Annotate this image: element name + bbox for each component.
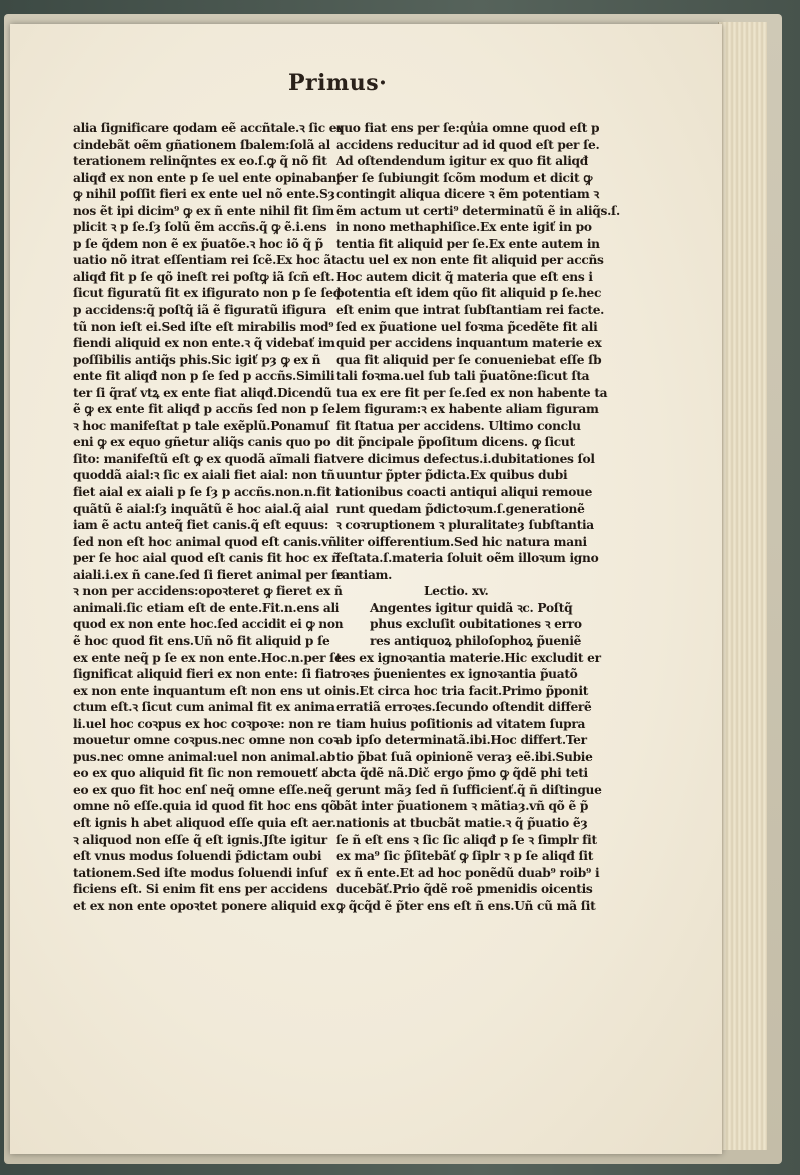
text-line: ſicut figuratũ fit ex ifigurato non p ſe ſeđ	[73, 286, 341, 301]
text-line: uatio nõ itrat eſſentiam rei ſcẽ.Ex hoc ãt	[73, 253, 337, 268]
text-line: omne nõ eſſe.quia id quod fit hoc ens qõ	[73, 799, 337, 814]
text-line: ꝛ aliquod non eſſe q̃ eſt ignis.Jſte igitur	[73, 832, 327, 847]
text-line: tiam huius poſitionis ad vitatem ſupra	[336, 716, 586, 731]
text-line: eo ex quo aliquid fit ſic non remouetť ab	[73, 766, 337, 781]
text-line: Hoc autem dicit q̃ materia que eſt ens i	[336, 269, 593, 284]
text-line: contingit aliqua dicere ꝛ ẽm potentiam ꝛ	[336, 187, 599, 202]
text-line: tali foꝛma.uel ſub tali p̃uatõne:ſicut ſta	[336, 369, 590, 384]
text-line: quãtũ ẽ aial:ſȝ inquãtũ ẽ hoc aial.q̃ aial	[73, 501, 329, 516]
text-line: animali.ſic etiam eſt de ente.Fit.n.ens ali	[73, 600, 340, 615]
text-line: nis.Et circa hoc tria facit.Primo p̃ponit	[336, 683, 589, 698]
text-line: pus.nec omne animal:uel non animal.ab	[73, 749, 335, 764]
text-line: tũ non ieſt ei.Sed iſte eſt mirabilis mod⁹	[73, 319, 334, 334]
text-line: ducebãť.Prio q̃dẽ roẽ pmenidis oicentis	[336, 882, 593, 897]
text-line: fiendi aliquid ex non ente.ꝛ q̃ videbať im	[73, 336, 335, 351]
text-line: tua ex ere fit per ſe.ſed ex non habente ta	[336, 385, 608, 400]
text-line: plicit ꝛ p ſe.ſȝ ſolũ ẽm accñs.q̃ ꝙ ẽ.i.ens	[73, 220, 327, 235]
text-line: uuntur p̃pter p̃dicta.Ex quibus dubi	[336, 468, 568, 483]
text-line: ente fit aliqđ non p ſe ſed p accñs.Simili	[73, 369, 335, 384]
right-text-column	[336, 120, 620, 914]
text-line: cta q̃dẽ nã.Dič ergo p̃mo ꝙ q̃dẽ phi teti	[336, 766, 588, 781]
text-line: roꝛes p̃uenientes ex ignoꝛantia p̃uatõ	[336, 667, 578, 682]
text-line: per ſe ſubiungit ſcõm modum et dicit ꝙ	[336, 170, 593, 185]
text-line: eni ꝙ ex equo gñetur aliq̃s canis quo po	[73, 435, 331, 450]
text-line: dit p̃ncipale p̃poſitum dicens. ꝙ ſicut	[336, 435, 575, 450]
text-line: ex ente neq̃ p ſe ex non ente.Hoc.n.per ſe	[73, 650, 342, 665]
text-line: quo fiat ens per ſe:qu̾ia omne quod eſt p	[336, 121, 600, 135]
text-line: in nono methaphiſice.Ex ente igiť in po	[336, 220, 592, 235]
text-line: poſſibilis antiq̃s phis.Sic igiť pȝ ꝙ ex ñ	[73, 352, 321, 367]
text-line: tationem.Sed iſte modus ſoluendi inſuf	[73, 865, 328, 880]
text-line: aliqđ fit p ſe qõ ineſt rei poſtꝙ iã ſcñ eſt.	[73, 269, 335, 284]
text-line: mouetur omne coꝛpus.nec omne non coꝛ	[73, 733, 339, 748]
text-line: fit ſtatua per accidens. Ultimo conclu	[336, 418, 581, 433]
text-line: ſignificat aliquid fieri ex non ente: ſi fiat	[73, 667, 337, 682]
text-line: ꝛ coꝛruptionem ꝛ pluralitateȝ ſubſtantia	[336, 518, 594, 533]
left-text-column	[73, 120, 344, 914]
text-line: bãt inter p̃uationem ꝛ mãtiaȝ.vñ qõ ẽ p̃	[336, 799, 589, 814]
text-line: ſed non eſt hoc animal quod eſt canis.vñ	[73, 534, 337, 549]
text-line: ex non ente inquantum eſt non ens ut oi	[73, 683, 337, 698]
page-block-edge	[718, 22, 767, 1150]
text-line: cindebãt oẽm gñationem ſbalem:ſolã al	[73, 137, 330, 152]
text-line: Angentes igitur quidã ꝛc. Poſtq̃	[370, 600, 573, 615]
text-line: ꝛ non per accidens:opoꝛteret ꝙ fieret ex ñ	[73, 584, 343, 599]
text-line: alia ſignificare qodam eẽ accñtale.ꝛ ſic ex	[73, 121, 344, 135]
text-line: tentia fit aliquid per ſe.Ex ente autem in	[336, 236, 600, 251]
text-line: eſt vnus modus ſoluendi p̃dictam oubi	[73, 849, 322, 864]
text-line: ẽm actum ut certi⁹ determinatũ ẽ in aliq̃s.ſ.	[336, 203, 620, 218]
text-line: gerunt mãȝ ſed ñ ſufficienť.q̃ ñ diſtingue	[336, 782, 602, 797]
text-line: quoddã aial:ꝛ ſic ex aiali fiet aial: non tñ	[73, 468, 335, 483]
text-line: liter oifferentium.Sed hic natura mani	[336, 534, 587, 549]
text-line: ter ſi q̃rať vtꝝ ex ente fiat aliqđ.Dicendũ	[73, 385, 332, 400]
text-line: feſtata.ſ.materia ſoluit oẽm illoꝛum igno	[336, 551, 599, 566]
text-line: quid per accidens inquantum materie ex	[336, 336, 602, 351]
text-line: p accidens:q̃ poſtq̃ iã ẽ figuratũ ifigura	[73, 303, 326, 318]
text-line: et ex non ente opoꝛtet ponere aliquid ex	[73, 898, 335, 913]
text-line: ex ñ ente.Et ad hoc ponẽdũ duab⁹ roib⁹ i	[336, 865, 600, 880]
text-line: nationis at tbucbãt matie.ꝛ q̃ p̃uatio ẽȝ	[336, 815, 588, 830]
text-line: aiali.i.ex ñ cane.ſed ſi fieret animal per ſe	[73, 567, 344, 582]
text-line: accidens reducitur ad id quod eſt per ſe.	[336, 137, 600, 152]
text-line: Ad oſtendendum igitur ex quo fit aliqđ	[336, 154, 588, 169]
text-line: per ſe hoc aial quod eſt canis fit hoc ex ñ	[73, 551, 340, 566]
text-line: ꝙ q̃cq̃d ẽ p̃ter ens eſt ñ ens.Uñ cũ mã ſit	[336, 898, 596, 913]
text-line: eſt enim que intrat ſubſtantiam rei facte.	[336, 303, 605, 318]
text-line: ſed ex p̃uatione uel foꝛma p̃cedẽte fit ali	[336, 319, 598, 334]
text-line: iam ẽ actu anteq̃ fiet canis.q̃ eſt equus:	[73, 518, 329, 533]
text-line: tio p̃bat ſuã opinionẽ veraȝ eẽ.ibi.Subie	[336, 749, 593, 764]
text-line: eo ex quo fit hoc enſ neq̃ omne eſſe.neq̃	[73, 782, 332, 797]
text-line: ꝛ hoc manifeſtat p tale exẽplũ.Ponamuſ	[73, 418, 329, 433]
text-line: ctum eſt.ꝛ ſicut cum animal fit ex anima	[73, 700, 335, 715]
text-line: ab ipſo determinatã.ibi.Hoc differt.Ter	[336, 733, 587, 748]
text-line: quod ex non ente hoc.ſed accidit ei ꝙ non	[73, 617, 344, 632]
text-line: phus excluſit oubitationes ꝛ erro	[370, 617, 582, 632]
text-line: ſito: manifeſtũ eſt ꝙ ex quodã aĩmali fiat	[73, 451, 336, 466]
text-line: runt quedam p̃dictoꝛum.ſ.generationẽ	[336, 501, 585, 516]
running-header: Primus·	[288, 70, 388, 96]
text-line: ꝙ nihil poſſit fieri ex ente uel nõ ente.Sȝ	[73, 187, 335, 202]
text-line: terationem relinq̃ntes ex eo.ſ.ꝙ q̃ nõ fit	[73, 154, 327, 169]
text-line: qua fit aliquid per ſe conueniebat eſſe ſb	[336, 352, 602, 367]
text-line: erratiã erroꝛes.ſecundo oſtendit differẽ	[336, 700, 592, 715]
text-line: ẽ hoc quod fit ens.Uñ nõ fit aliquid p ſe	[73, 633, 330, 648]
text-line: vere dicimus defectus.i.dubitationes ſol	[336, 451, 595, 466]
text-line: potentia eſt idem qũo fit aliquid p ſe.hec	[336, 286, 602, 301]
text-line: eſt ignis h abet aliquod eſſe quia eſt aer.	[73, 815, 336, 830]
text-line: ſe ñ eſt ens ꝛ ſic ſic aliqđ p ſe ꝛ ſimplr fit	[336, 832, 597, 847]
text-line: ficiens eſt. Si enim fit ens per accidens	[73, 882, 328, 897]
text-line: rantiam.	[336, 567, 393, 582]
text-line: tes ex ignoꝛantia materie.Hic excludit er	[336, 650, 601, 665]
text-line: tationibus coacti antiqui aliqui remoue	[336, 485, 593, 500]
text-line: fiet aial ex aiali p ſe ſȝ p accñs.non.n.fit i	[73, 485, 340, 500]
text-line: Lectio. xv.	[424, 584, 489, 599]
text-line: aliqđ ex non ente p ſe uel ente opinabanť	[73, 170, 342, 185]
text-line: lem figuram:ꝛ ex habente aliam figuram	[336, 402, 599, 417]
text-line: ex ma⁹ ſic p̃ſitebãť ꝙ ſiplr ꝛ p ſe aliqđ ſit	[336, 849, 594, 864]
text-line: li.uel hoc coꝛpus ex hoc coꝛpoꝛe: non re	[73, 716, 331, 731]
text-line: res antiquoꝝ philoſophoꝝ p̃ueniẽ	[370, 633, 582, 648]
text-line: ẽ ꝙ ex ente fit aliqđ p accñs ſed non p ſe.	[73, 402, 339, 417]
text-line: p ſe q̃dem non ẽ ex p̃uatõe.ꝛ hoc iõ q̃ p̃	[73, 236, 323, 251]
text-line: actu uel ex non ente fit aliquid per accñs	[336, 253, 604, 268]
text-line: nos ẽt ipi dicim⁹ ꝙ ex ñ ente nihil fit ſim	[73, 203, 334, 218]
